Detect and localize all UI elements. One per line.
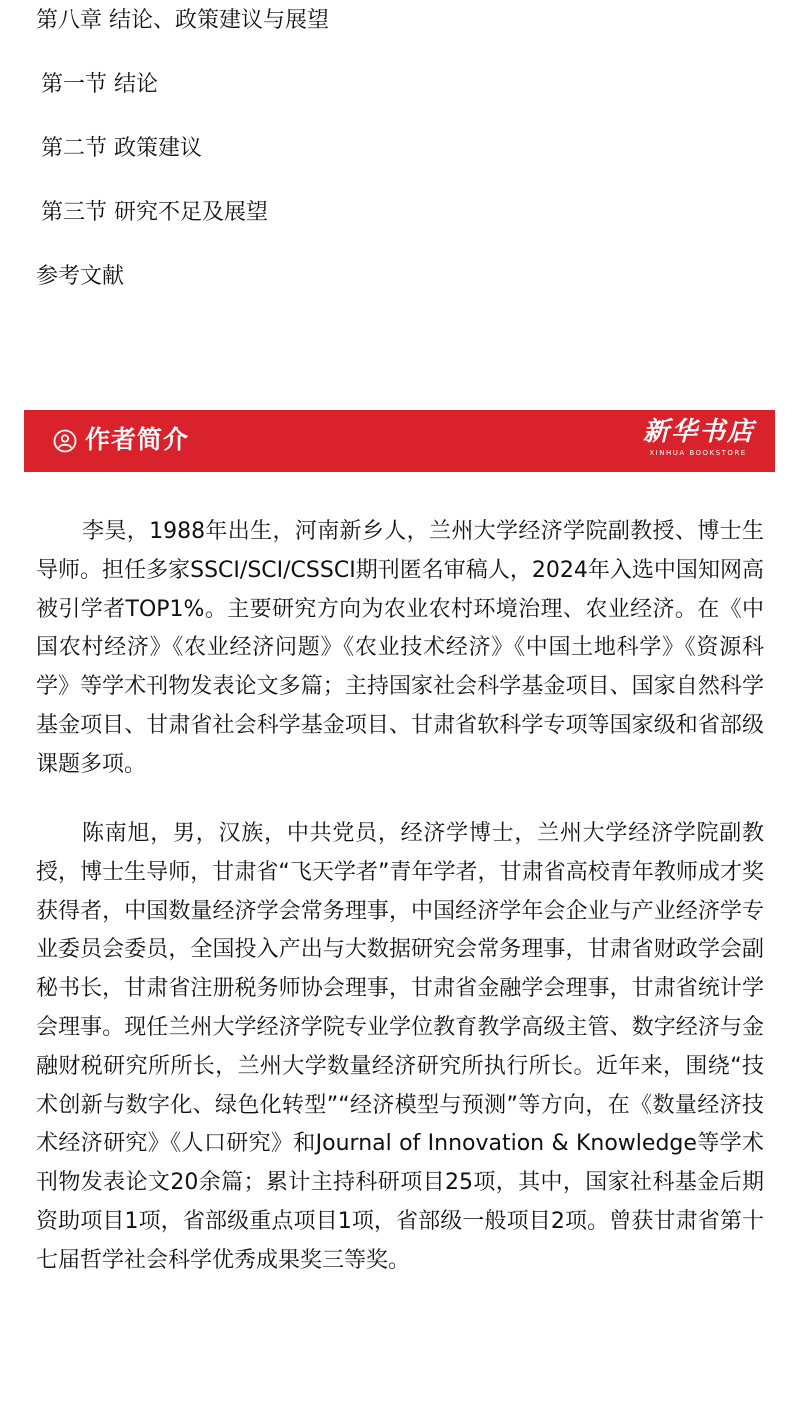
toc-references[interactable]: 参考文献: [36, 264, 125, 289]
toc-chapter-8[interactable]: 第八章 结论、政策建议与展望: [36, 8, 329, 33]
section-heading: 作者简介: [85, 425, 190, 454]
xinhua-bookstore-logo: [643, 416, 756, 466]
toc-section-3[interactable]: 第三节 研究不足及展望: [41, 200, 268, 225]
logo-english-text: XINHUA BOOKSTORE: [649, 449, 747, 457]
toc-section-2[interactable]: 第二节 政策建议: [41, 136, 202, 161]
author-bio-chen-nanxu: 陈南旭，男，汉族，中共党员，经济学博士，兰州大学经济学院副教授，博士生导师，甘肃省“飞天学者”青年学者，甘肃省高校青年教师成才奖获得者，中国数量经济学会常务理事，中国经济学年会企业与产业经济学专业委员会委员，全国投入产出与大数据研究会常务理事，甘肃省财政学会副秘书长，甘肃省注册税务师协会理事，甘肃省金融学会理事，甘肃省统计学会理事。现任兰州大学经济学院专业学位教育教学高级主管、数字经济与金融财税研究所所长，兰州大学数量经济研究所执行所长。近年来，围绕“技术创新与数字化、绿色化转型”“经济模型与预测”等方向，在《数量经济技术经济研究》《人口研究》和Journal of Innovation & Knowledge等学术刊物发表论文20余篇；累计主持科研项目25项，其中，国家社科基金后期资助项目1项，省部级重点项目1项，省部级一般项目2项。曾获甘肃省第十七届哲学社会科学优秀成果奖三等奖。: [36, 821, 764, 1273]
author-bio-li-hao: 李昊，1988年出生，河南新乡人，兰州大学经济学院副教授、博士生导师。担任多家SSCI/SCI/CSSCI期刊匿名审稿人，2024年入选中国知网高被引学者TOP1%。主要研究方向为农业农村环境治理、农业经济。在《中国农村经济》《农业经济问题》《农业技术经济》《中国土地科学》《资源科学》等学术刊物发表论文多篇；主持国家社会科学基金项目、国家自然科学基金项目、甘肃省社会科学基金项目、甘肃省软科学专项等国家级和省部级课题多项。: [36, 519, 764, 777]
person-icon: [53, 429, 77, 453]
author-intro-banner: [24, 410, 775, 472]
toc-section-1[interactable]: 第一节 结论: [41, 72, 158, 97]
logo-chinese-text: 新华书店: [643, 417, 756, 447]
